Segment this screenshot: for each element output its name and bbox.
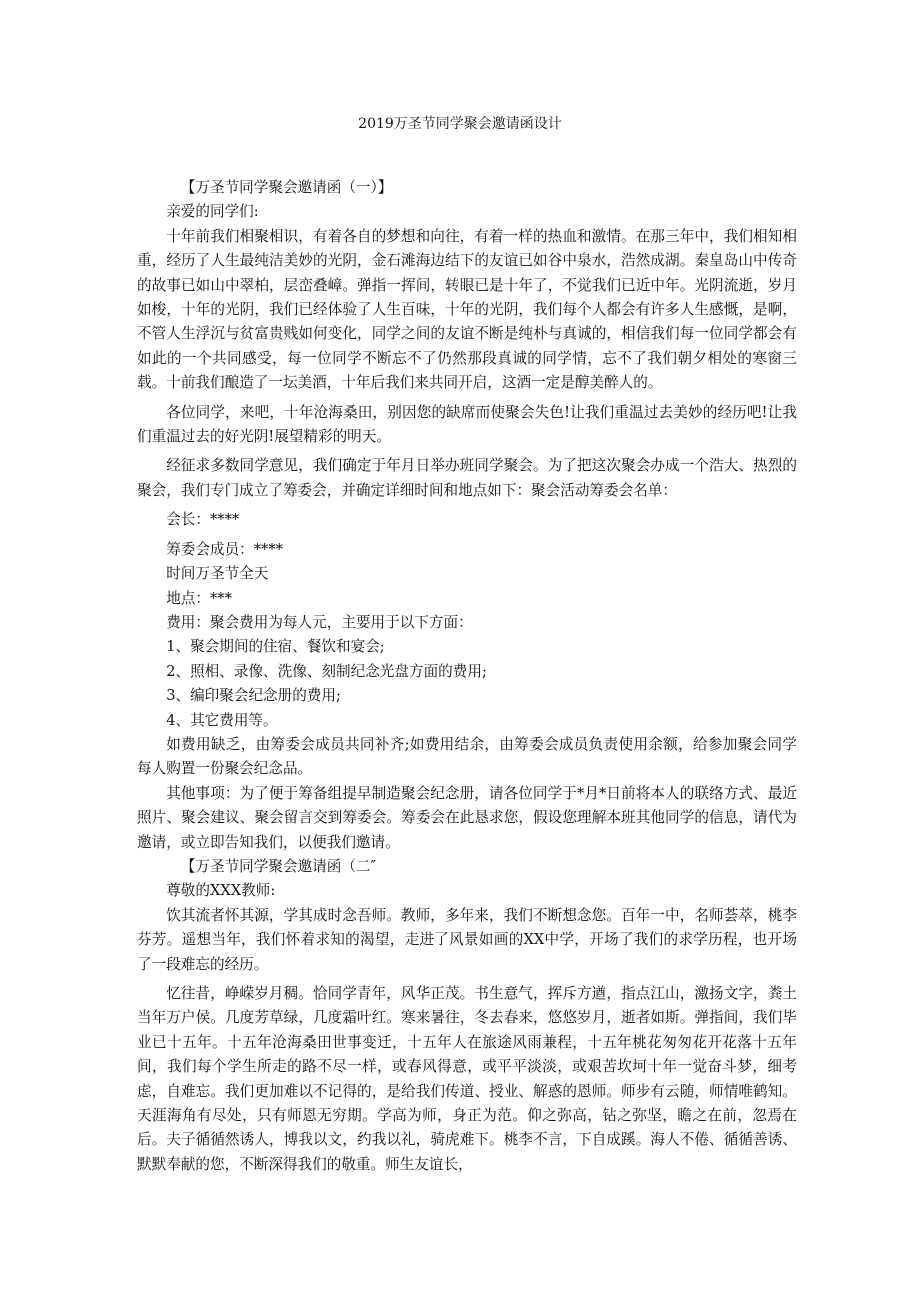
body-paragraph: 各位同学，来吧，十年沧海桑田，别因您的缺席而使聚会失色!让我们重温过去美妙的经历吧!让我们重温过去的好光阴!展望精彩的明天。 <box>137 403 797 446</box>
location-line: 地点：*** <box>166 589 232 607</box>
document-title: 2019万圣节同学聚会邀请函设计 <box>358 116 562 132</box>
fee-item: 4、其它费用等。 <box>166 711 278 729</box>
body-paragraph: 如费用缺乏，由筹委会成员共同补齐;如费用结余，由筹委会成员负责使用余额，给参加聚会同学每人购置一份聚会纪念品。 <box>137 735 797 778</box>
chairman-line: 会长：**** <box>166 511 240 529</box>
body-paragraph: 饮其流者怀其源，学其成时念吾师。教师，多年来，我们不断想念您。百年一中，名师荟萃，桃李芬芳。遥想当年，我们怀着求知的渴望，走进了风景如画的XX中学，开场了我们的求学历程，也开场了一段难忘的经历。 <box>137 906 797 973</box>
fee-line: 费用：聚会费用为每人元，主要用于以下方面： <box>166 613 473 631</box>
body-paragraph: 其他事项：为了便于筹备组提早制造聚会纪念册，请各位同学于*月*日前将本人的联络方式、最近照片、聚会建议、聚会留言交到筹委会。筹委会在此恳求您，假设您理解本班其他同学的信息，请代为邀请，或立即告知我们，以便我们邀请。 <box>137 784 797 851</box>
section-heading-2: 【万圣节同学聚会邀请函（二″ <box>180 857 376 875</box>
section-heading-1: 【万圣节同学聚会邀请函（一）】 <box>180 179 393 196</box>
salutation-2: 尊敬的XXX教师: <box>166 882 276 900</box>
body-paragraph: 十年前我们相聚相识，有着各自的梦想和向往，有着一样的热血和激情。在那三年中，我们相知相重，经历了人生最纯洁美妙的光阴，金石滩海边结下的友谊已如谷中泉水，浩然成湖。秦皇岛山中传奇的故事已如山中翠柏，层峦叠嶂。弹指一挥间，转眼已是十年了，不觉我们已近中年。光阴流逝，岁月如梭，十年的光阴，我们已经体验了人生百味，十年的光阴，我们每个人都会有许多人生感慨，是啊，不管人生浮沉与贫富贵贱如何变化，同学之间的友谊不断是纯朴与真诚的，相信我们每一位同学都会有如此的一个共同感受，每一位同学不断忘不了仍然那段真诚的同学情，忘不了我们朝夕相处的寒窗三载。十前我们酿造了一坛美酒，十年后我们来共同开启，这酒一定是醇美醉人的。 <box>137 227 797 392</box>
fee-item: 2、照相、录像、洗像、刻制纪念光盘方面的费用; <box>166 662 487 680</box>
fee-item: 3、编印聚会纪念册的费用; <box>166 687 341 705</box>
body-paragraph: 忆往昔，峥嵘岁月稠。恰同学青年，风华正茂。书生意气，挥斥方遒，指点江山，激扬文字，粪土当年万户侯。几度芳草绿，几度霜叶红。寒来暑往，冬去春来，悠悠岁月，逝者如斯。弹指间，我们毕业已十五年。十五年沧海桑田世事变迁，十五年人在旅途风雨兼程，十五年桃花匆匆花开花落十五年间，我们每个学生所走的路不尽一样，或春风得意，或平平淡淡，或艰苦坎坷十年一觉奋斗梦，细考虑，自难忘。我们更加难以不记得的，是给我们传道、授业、解惑的恩师。师步有云随，师情唯鹤知。天涯海角有尽处，只有师恩无穷期。学高为师，身正为范。仰之弥高，钻之弥坚，瞻之在前，忽焉在后。夫子循循然诱人，博我以文，约我以礼，骑虎难下。桃李不言，下自成蹊。海人不倦、循循善诱、默默奉献的您，不断深得我们的敬重。师生友谊长， <box>137 985 797 1173</box>
fee-item: 1、聚会期间的住宿、餐饮和宴会; <box>166 638 385 656</box>
committee-members-line: 筹委会成员：**** <box>166 540 283 558</box>
document-body <box>137 176 797 1177</box>
time-line: 时间万圣节全天 <box>166 565 269 583</box>
salutation-1: 亲爱的同学们: <box>166 203 259 221</box>
body-paragraph: 经征求多数同学意见，我们确定于年月日举办班同学聚会。为了把这次聚会办成一个浩大、热烈的聚会，我们专门成立了筹委会，并确定详细时间和地点如下：聚会活动筹委会名单： <box>137 457 797 499</box>
